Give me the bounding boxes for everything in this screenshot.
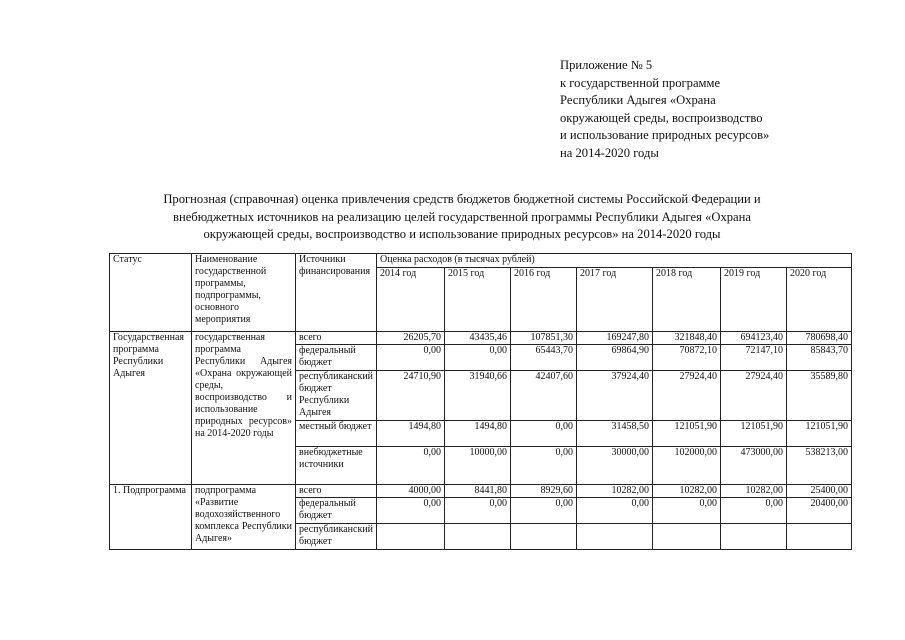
value-cell: 85843,70 bbox=[787, 345, 852, 371]
document-title bbox=[92, 191, 832, 244]
source-cell: всего bbox=[296, 332, 377, 345]
header-year: 2018 год bbox=[653, 268, 721, 332]
value-cell: 70872,10 bbox=[653, 345, 721, 371]
header-year: 2020 год bbox=[787, 268, 852, 332]
title-line: Прогнозная (справочная) оценка привлечения средств бюджетов бюджетной системы Российской Федерации и bbox=[163, 192, 761, 206]
value-cell: 10282,00 bbox=[653, 485, 721, 498]
value-cell: 27924,40 bbox=[653, 371, 721, 421]
header-estimate: Оценка расходов (в тысячах рублей) bbox=[377, 254, 852, 268]
value-cell: 31940,66 bbox=[445, 371, 511, 421]
source-cell: всего bbox=[296, 485, 377, 498]
appendix-line: к государственной программе bbox=[560, 75, 721, 90]
value-cell: 35589,80 bbox=[787, 371, 852, 421]
value-cell bbox=[577, 524, 653, 550]
appendix-line: и использование природных ресурсов» bbox=[560, 128, 770, 143]
value-cell: 0,00 bbox=[377, 447, 445, 485]
value-cell: 4000,00 bbox=[377, 485, 445, 498]
header-year: 2017 год bbox=[577, 268, 653, 332]
value-cell: 121051,90 bbox=[721, 421, 787, 447]
appendix-block bbox=[560, 57, 860, 163]
value-cell: 0,00 bbox=[377, 498, 445, 524]
header-year: 2014 год bbox=[377, 268, 445, 332]
value-cell: 0,00 bbox=[445, 345, 511, 371]
value-cell: 538213,00 bbox=[787, 447, 852, 485]
value-cell: 25400,00 bbox=[787, 485, 852, 498]
value-cell: 0,00 bbox=[445, 498, 511, 524]
appendix-line: Республики Адыгея «Охрана bbox=[560, 93, 716, 108]
value-cell: 1494,80 bbox=[445, 421, 511, 447]
program-name-cell: государственная программа Республики Адыгея «Охрана окружающей среды, воспроизводство и использование природных ресурсов» на 2014-2020 годы bbox=[192, 332, 296, 485]
value-cell bbox=[787, 524, 852, 550]
source-cell: республиканский бюджет bbox=[296, 524, 377, 550]
value-cell: 43435,46 bbox=[445, 332, 511, 345]
value-cell: 69864,90 bbox=[577, 345, 653, 371]
status-cell: Государственная программа Республики Адыгея bbox=[110, 332, 192, 485]
value-cell bbox=[721, 524, 787, 550]
value-cell: 0,00 bbox=[577, 498, 653, 524]
value-cell: 473000,00 bbox=[721, 447, 787, 485]
table-row bbox=[110, 485, 852, 498]
value-cell: 72147,10 bbox=[721, 345, 787, 371]
value-cell: 26205,70 bbox=[377, 332, 445, 345]
value-cell: 169247,80 bbox=[577, 332, 653, 345]
program-name-cell: подпрограмма «Развитие водохозяйственного комплекса Республики Адыгея» bbox=[192, 485, 296, 550]
value-cell: 0,00 bbox=[511, 447, 577, 485]
value-cell: 10282,00 bbox=[577, 485, 653, 498]
value-cell bbox=[377, 524, 445, 550]
value-cell: 37924,40 bbox=[577, 371, 653, 421]
value-cell: 121051,90 bbox=[787, 421, 852, 447]
value-cell bbox=[511, 524, 577, 550]
header-status: Статус bbox=[110, 254, 192, 332]
value-cell: 27924,40 bbox=[721, 371, 787, 421]
value-cell: 321848,40 bbox=[653, 332, 721, 345]
header-year: 2016 год bbox=[511, 268, 577, 332]
header-source: Источники финансирования bbox=[296, 254, 377, 332]
appendix-line: на 2014-2020 годы bbox=[560, 145, 659, 160]
value-cell: 8441,80 bbox=[445, 485, 511, 498]
funding-table bbox=[109, 253, 852, 550]
value-cell: 780698,40 bbox=[787, 332, 852, 345]
table-row bbox=[110, 332, 852, 345]
status-cell: 1. Подпрограмма bbox=[110, 485, 192, 550]
value-cell: 121051,90 bbox=[653, 421, 721, 447]
value-cell: 0,00 bbox=[377, 345, 445, 371]
header-name: Наименование государственной программы, подпрограммы, основного мероприятия bbox=[192, 254, 296, 332]
value-cell: 1494,80 bbox=[377, 421, 445, 447]
appendix-line: Приложение № 5 bbox=[560, 58, 653, 72]
value-cell: 65443,70 bbox=[511, 345, 577, 371]
source-cell: местный бюджет bbox=[296, 421, 377, 447]
value-cell: 30000,00 bbox=[577, 447, 653, 485]
value-cell: 102000,00 bbox=[653, 447, 721, 485]
value-cell: 10282,00 bbox=[721, 485, 787, 498]
value-cell bbox=[445, 524, 511, 550]
value-cell: 24710,90 bbox=[377, 371, 445, 421]
appendix-line: окружающей среды, воспроизводство bbox=[560, 110, 763, 125]
title-line: окружающей среды, воспроизводство и использование природных ресурсов» на 2014-2020 годы bbox=[203, 227, 721, 242]
value-cell: 20400,00 bbox=[787, 498, 852, 524]
value-cell: 10000,00 bbox=[445, 447, 511, 485]
source-cell: федеральный бюджет bbox=[296, 345, 377, 371]
value-cell: 8929,60 bbox=[511, 485, 577, 498]
value-cell: 107851,30 bbox=[511, 332, 577, 345]
value-cell: 0,00 bbox=[511, 498, 577, 524]
value-cell: 42407,60 bbox=[511, 371, 577, 421]
source-cell: федеральный бюджет bbox=[296, 498, 377, 524]
header-year: 2019 год bbox=[721, 268, 787, 332]
source-cell: внебюджетные источники bbox=[296, 447, 377, 485]
value-cell: 694123,40 bbox=[721, 332, 787, 345]
value-cell: 0,00 bbox=[511, 421, 577, 447]
value-cell bbox=[653, 524, 721, 550]
source-cell: республиканский бюджет Республики Адыгея bbox=[296, 371, 377, 421]
header-year: 2015 год bbox=[445, 268, 511, 332]
value-cell: 0,00 bbox=[721, 498, 787, 524]
value-cell: 31458,50 bbox=[577, 421, 653, 447]
value-cell: 0,00 bbox=[653, 498, 721, 524]
title-line: внебюджетных источников на реализацию целей государственной программы Республики Адыгея «Охрана bbox=[173, 209, 751, 224]
